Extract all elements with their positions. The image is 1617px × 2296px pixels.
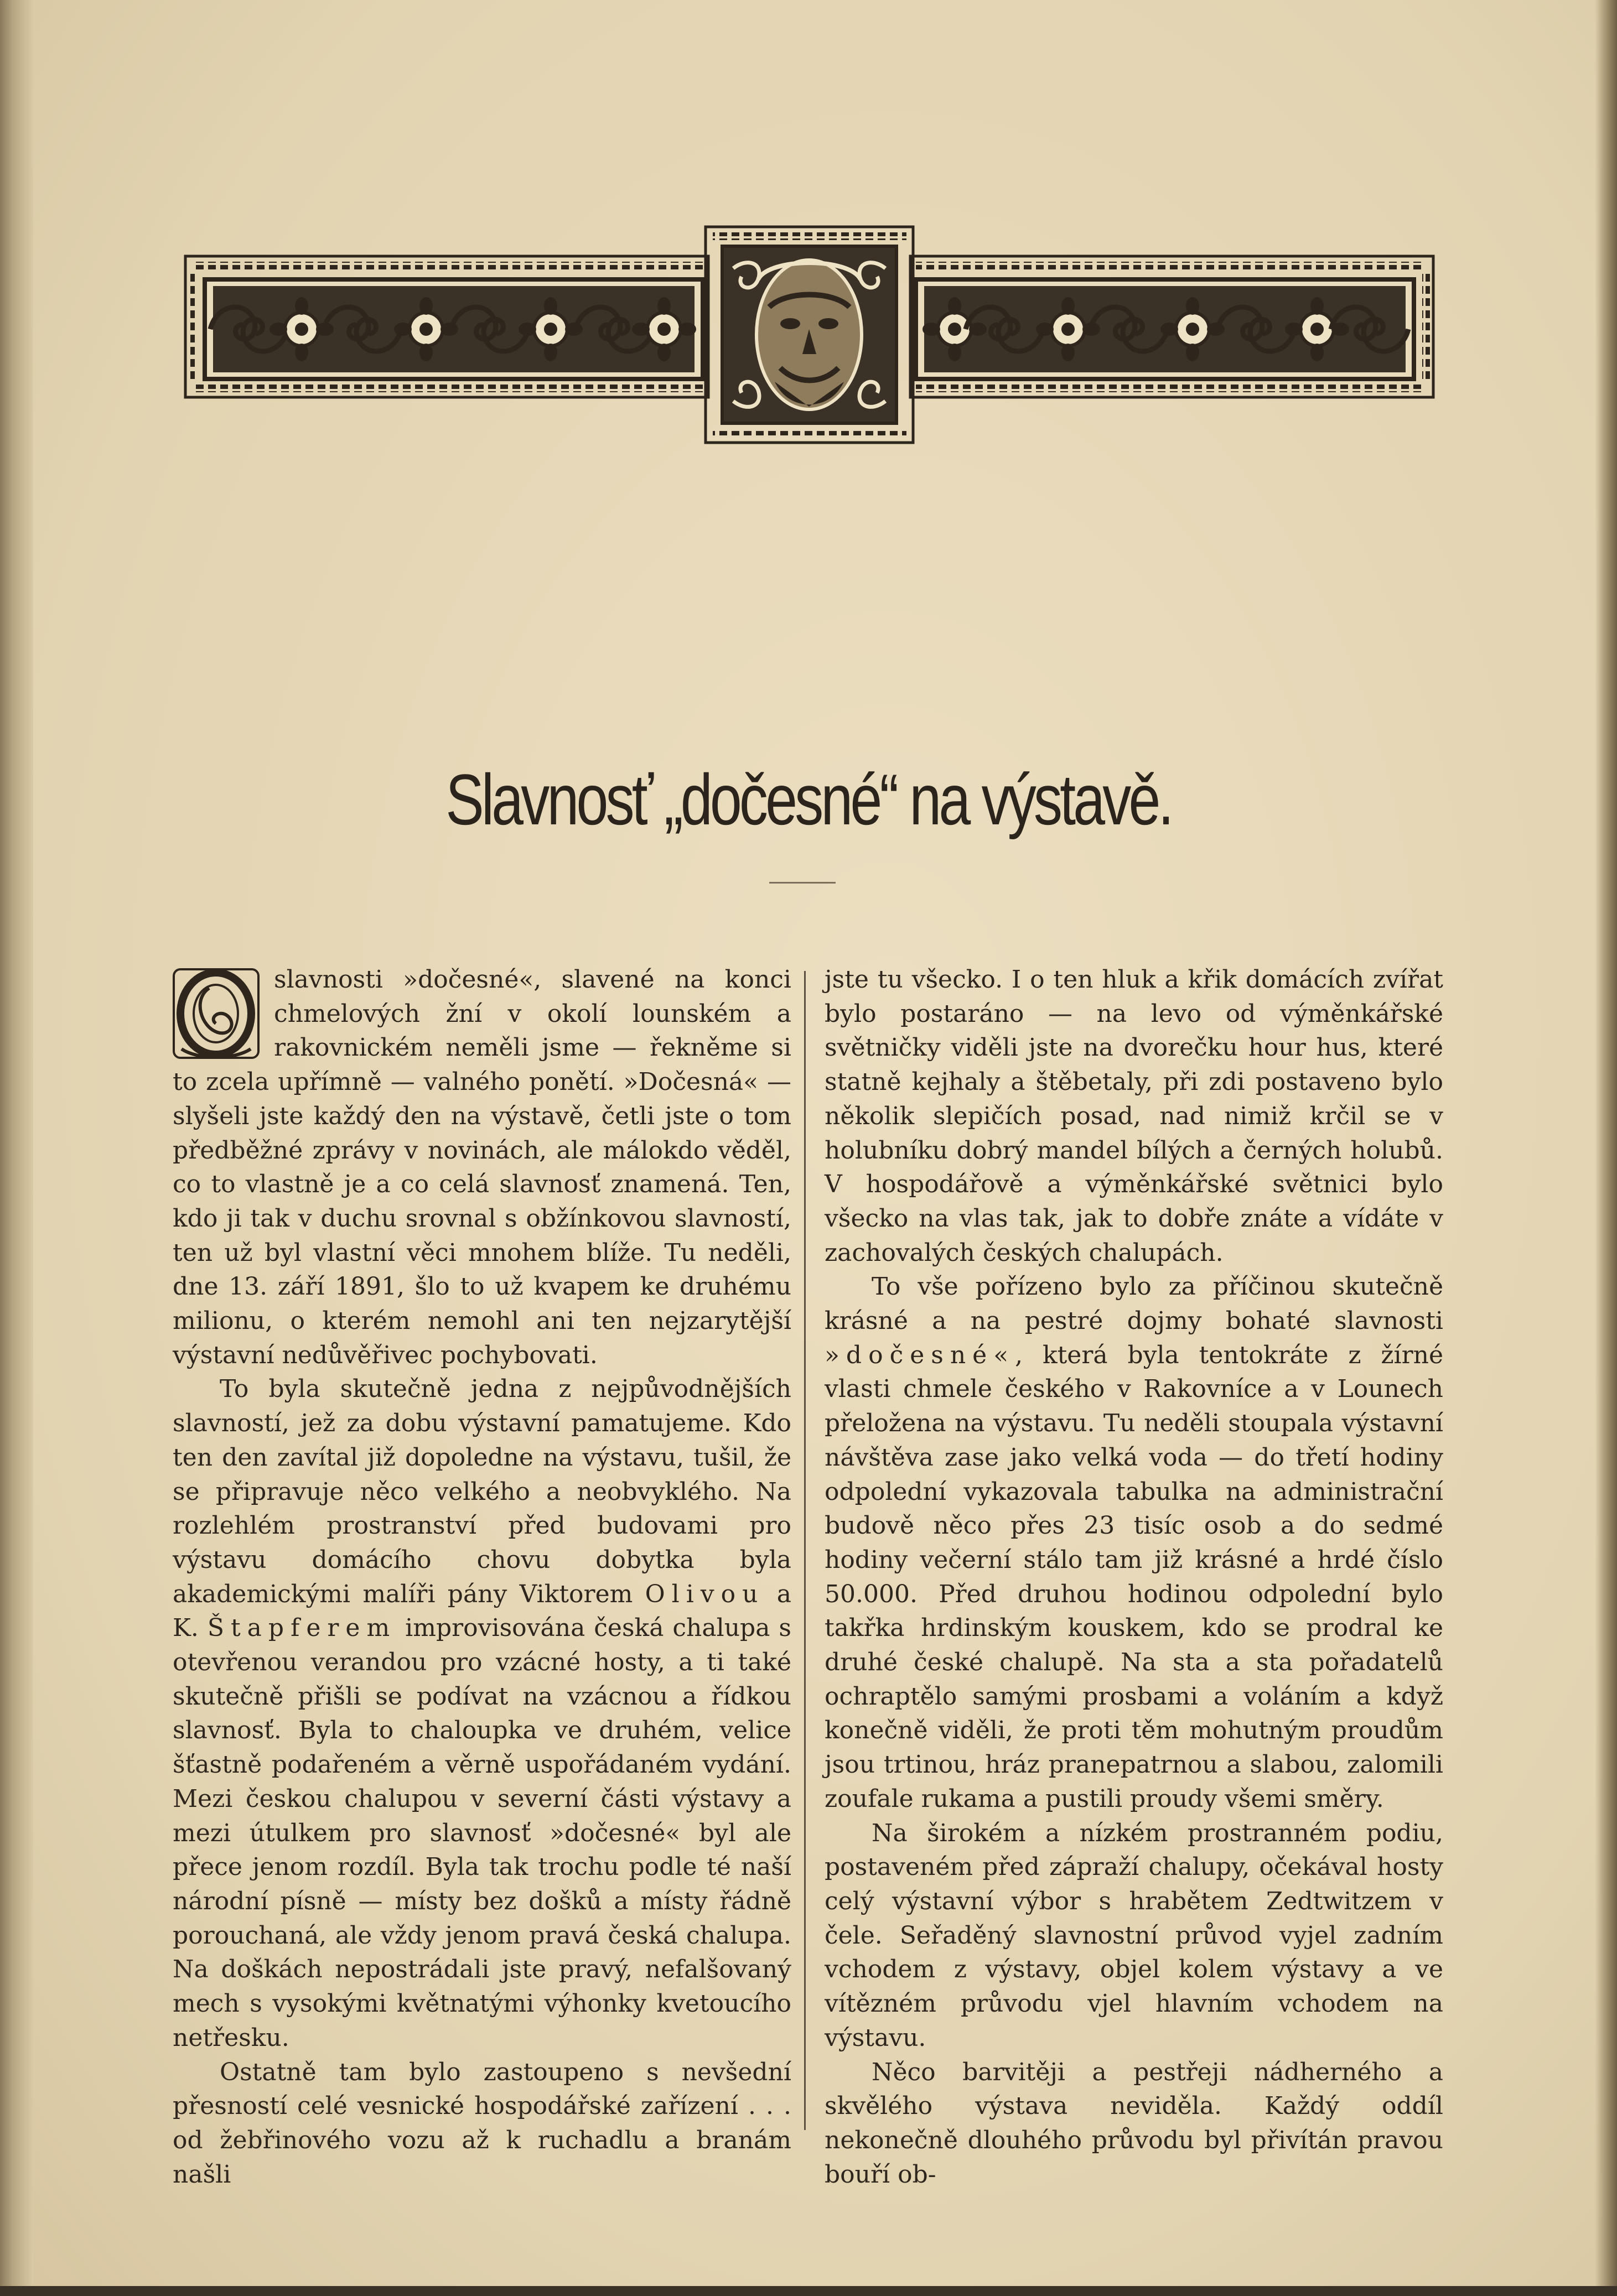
paragraph-3: Ostatně tam bylo zastoupeno s nevšední přesností celé vesnické hospodářské zařízení . . . od žebřinového vozu až k ruchadlu a branám našli [173, 2058, 791, 2189]
paragraph-6: Na širokém a nízkém prostranném podiu, postaveném před zápraží chalupy, očekával hosty celý výstavní výbor s hrabětem Zedtwitzem v čele. Seřaděný slavnostní průvod vyjel zadním vchodem z výstavy, objel kolem výstavy a ve vítězném průvodu vjel hlavním vchodem na výstavu. [825, 1819, 1443, 2052]
paragraph-5-text-b: , která byla tentokráte z žírné vlasti chmele českého v Rakovníce a v Lounech přeložena na výstavu. Tu neděli stoupala výstavní návštěva zase jako velká voda — do třetí hodiny odpolední vykazovala tabulka na administrační budově něco přes 23 tisíc osob a do sedmé hodiny večerní stálo tam již krásné a hrdé číslo 50.000. Před druhou hodinou odpolední bylo takřka hrdinským kouskem, kdo se prodral ke druhé české chalupě. Na sta a sta pořadatelů ochraptělo samými prosbami a voláním a když konečně viděli, že proti těm mohutným proudům jsou trtinou, hráz pranepatrnou a slabou, zalomili zoufale rukama a pustili proudy všemi směry. [825, 1341, 1443, 1813]
name-stapferem: Štapferem [207, 1614, 397, 1643]
headpiece-left-band [185, 256, 708, 397]
headpiece-mask-panel [706, 227, 913, 443]
ornamental-headpiece [183, 224, 1436, 445]
left-column [173, 963, 791, 2191]
paragraph-2-text-a: To byla skutečně jedna z nejpůvodnějších slavností, jež za dobu výstavní pamatujeme. Kdo ten den zavítal již dopoledne na výstavu, tušil, že se připravuje něco velkého a neobvyklého. Na rozlehlém prostranství před budovami pro výstavu domácího chovu dobytka byla akademickými malíři pány Viktorem [173, 1375, 791, 1608]
headpiece-right-band [910, 256, 1433, 397]
page-bottom-edge [0, 2286, 1617, 2296]
page-right-edge [1595, 0, 1617, 2296]
right-column [825, 963, 1443, 2191]
paragraph-4: jste tu všecko. I o ten hluk a křik domácích zvířat bylo postaráno — na levo od výměnkářské světničky viděli jste na dvorečku hour hus, které statně kejhaly a štěbetaly, při zdi postaveno bylo několik slepičích posad, nad nimiž krčil se v holubníku dobrý mandel bílých a černých holubů. V hospodářově a výměnkářské světnici bylo všecko na vlas tak, jak to dobře znáte a vídáte v zachovalých českých chalupách. [825, 965, 1443, 1267]
word-docesne: »dočesné« [825, 1341, 1015, 1369]
article-title: Slavnosť „dočesné“ na výstavě. [445, 759, 1172, 840]
paragraph-5 [825, 1270, 1443, 1816]
title-rule [769, 882, 836, 884]
paragraph-7: Něco barvitěji a pestřeji nádherného a skvělého výstava neviděla. Každý oddíl nekonečně dlouhého průvodu byl přivítán pravou bouří ob- [825, 2058, 1443, 2189]
dropcap-o-icon [170, 966, 262, 1061]
paragraph-2-text-b: a K. [173, 1580, 791, 1643]
paragraph-2-text-c: improvisována česká chalupa s otevřenou verandou pro vzácné hosty, a ti také skutečně přišli se podívat na vzácnou a řídkou slavnosť. Byla to chaloupka ve druhém, velice šťastně podařeném a věrně uspořádaném vydání. Mezi českou chalupou v severní části výstavy a mezi útulkem pro slavnosť »dočesné« byl ale přece jenom rozdíl. Byla tak trochu podle té naší národní písně — místy bez došků a místy řádně porouchaná, ale vždy jenom pravá česká chalupa. Na doškách nepostrádali jste pravý, nefalšovaný mech s vysokými květnatými výhonky kvetoucího netřesku. [173, 1614, 791, 2052]
book-spine-shadow [0, 0, 33, 2296]
paragraph-5-text-a: To vše pořízeno bylo za příčinou skutečně krásné a na pestré dojmy bohaté slavnosti [825, 1272, 1443, 1336]
name-olivou: Olivou [645, 1580, 765, 1608]
paragraph-2 [173, 1372, 791, 2055]
paragraph-1: slavnosti »dočesné«, slavené na konci chmelových žní v okolí lounském a rakovnickém neměli jsme — řekněme si to zcela upřímně — valného ponětí. »Dočesná« — slyšeli jste každý den na výstavě, četli jste o tom předběžné zprávy v novinách, ale málokdo věděl, co to vlastně je a co celá slavnosť znamená. Ten, kdo ji tak v duchu srovnal s obžínkovou slavností, ten už byl vlastní věci mnohem blíže. Tu neděli, dne 13. září 1891, šlo to už kvapem ke druhému milionu, o kterém nemohl ani ten nejzarytější výstavní nedůvěřivec pochybovati. [173, 965, 791, 1369]
column-divider [804, 971, 806, 2130]
